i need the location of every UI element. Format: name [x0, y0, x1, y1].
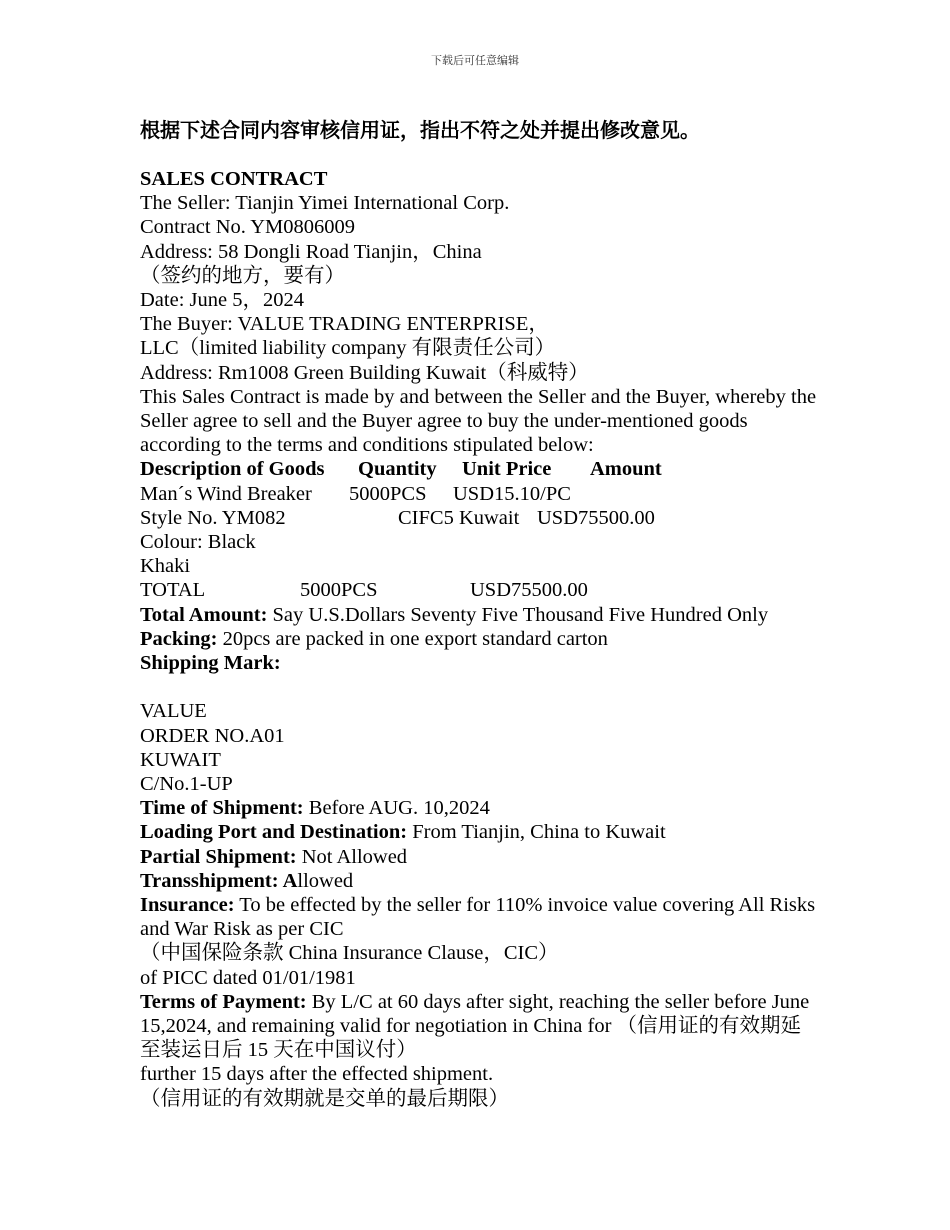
- time-of-shipment-line: [140, 796, 820, 820]
- sales-contract: [140, 167, 820, 1111]
- goods-row-2: [140, 506, 820, 530]
- loading-port-label: Loading Port and Destination:: [140, 821, 408, 844]
- total-amount-figure: USD75500.00: [470, 579, 588, 602]
- shipping-mark-line: VALUE: [140, 700, 207, 723]
- total-amount-label: Total Amount:: [140, 603, 268, 626]
- header-note: 下载后可任意编辑: [431, 55, 519, 67]
- insurance-paragraph: [140, 893, 820, 941]
- goods-colour-2: Khaki: [140, 555, 191, 578]
- payment-paragraph: [140, 990, 820, 1063]
- goods-amount: USD75500.00: [537, 506, 655, 529]
- packing-label: Packing:: [140, 627, 218, 650]
- total-amount-line: [140, 603, 820, 627]
- header-amount: Amount: [590, 458, 662, 481]
- time-of-shipment-label: Time of Shipment:: [140, 797, 304, 820]
- packing-value: 20pcs are packed in one export standard carton: [217, 627, 608, 650]
- payment-note: （信用证的有效期就是交单的最后期限）: [140, 1087, 509, 1110]
- contract-number: Contract No. YM0806009: [140, 216, 356, 239]
- insurance-note: （中国保险条款 China Insurance Clause，CIC）: [140, 942, 559, 965]
- seller-line: The Seller: Tianjin Yimei International Corp.: [140, 192, 510, 215]
- goods-name: Man´s Wind Breaker: [140, 482, 312, 505]
- payment-further: further 15 days after the effected shipment.: [140, 1063, 494, 1086]
- header-unit-price: Unit Price: [462, 458, 552, 481]
- contract-date: Date: June 5，2024: [140, 289, 304, 312]
- loading-port-line: [140, 820, 820, 844]
- packing-line: [140, 627, 820, 651]
- goods-unit-price: USD15.10/PC: [453, 482, 571, 505]
- header-description: Description of Goods: [140, 458, 325, 481]
- goods-style: Style No. YM082: [140, 506, 286, 529]
- seller-address: Address: 58 Dongli Road Tianjin，China: [140, 240, 482, 263]
- payment-label: Terms of Payment:: [140, 990, 307, 1013]
- total-amount-value: Say U.S.Dollars Seventy Five Thousand Five Hundred Only: [267, 603, 769, 626]
- partial-shipment-value: Not Allowed: [296, 845, 408, 868]
- transshipment-line: [140, 869, 820, 893]
- transshipment-label: Transshipment: A: [140, 869, 298, 892]
- shipping-mark-line: ORDER NO.A01: [140, 724, 285, 747]
- buyer-llc: LLC（limited liability company 有限责任公司）: [140, 337, 556, 360]
- partial-shipment-line: [140, 845, 820, 869]
- buyer-address: Address: Rm1008 Green Building Kuwait（科威特）: [140, 361, 589, 384]
- goods-quantity: 5000PCS: [349, 482, 427, 505]
- contract-title: SALES CONTRACT: [140, 168, 328, 190]
- total-label: TOTAL: [140, 579, 206, 602]
- place-note: （签约的地方，要有）: [140, 264, 345, 287]
- goods-price-term: CIFC5 Kuwait: [398, 506, 520, 529]
- shipping-mark-line: C/No.1-UP: [140, 773, 233, 795]
- shipping-mark-label: Shipping Mark:: [140, 652, 281, 674]
- goods-row-1: [140, 482, 820, 506]
- loading-port-value: From Tianjin, China to Kuwait: [407, 821, 666, 844]
- contract-intro: This Sales Contract is made by and between the Seller and the Buyer, whereby the Seller agree to sell and the Buyer agree to buy the under-mentioned goods according to the terms and conditions stipulated below:: [140, 385, 817, 457]
- goods-table-header: [140, 457, 820, 481]
- instruction-heading: 根据下述合同内容审核信用证，指出不符之处并提出修改意见。: [140, 120, 700, 142]
- transshipment-value: llowed: [297, 869, 354, 892]
- total-quantity: 5000PCS: [300, 579, 378, 602]
- insurance-dated: of PICC dated 01/01/1981: [140, 966, 356, 989]
- blank-line: [140, 675, 820, 699]
- insurance-value: To be effected by the seller for 110% invoice value covering All Risks and War Risk as per CIC: [140, 894, 816, 941]
- goods-colour: Colour: Black: [140, 531, 256, 553]
- header-quantity: Quantity: [358, 458, 437, 481]
- total-row: [140, 578, 820, 602]
- partial-shipment-label: Partial Shipment:: [140, 845, 297, 868]
- shipping-mark-line: KUWAIT: [140, 748, 221, 771]
- payment-value: By L/C at 60 days after sight, reaching the seller before June 15,2024, and remaining valid for negotiation in China for （信用证的有效期延至装运日后 15 天在中国议付）: [140, 990, 810, 1062]
- insurance-label: Insurance:: [140, 894, 235, 917]
- time-of-shipment-value: Before AUG. 10,2024: [303, 797, 490, 820]
- buyer-line: The Buyer: VALUE TRADING ENTERPRISE，: [140, 313, 549, 336]
